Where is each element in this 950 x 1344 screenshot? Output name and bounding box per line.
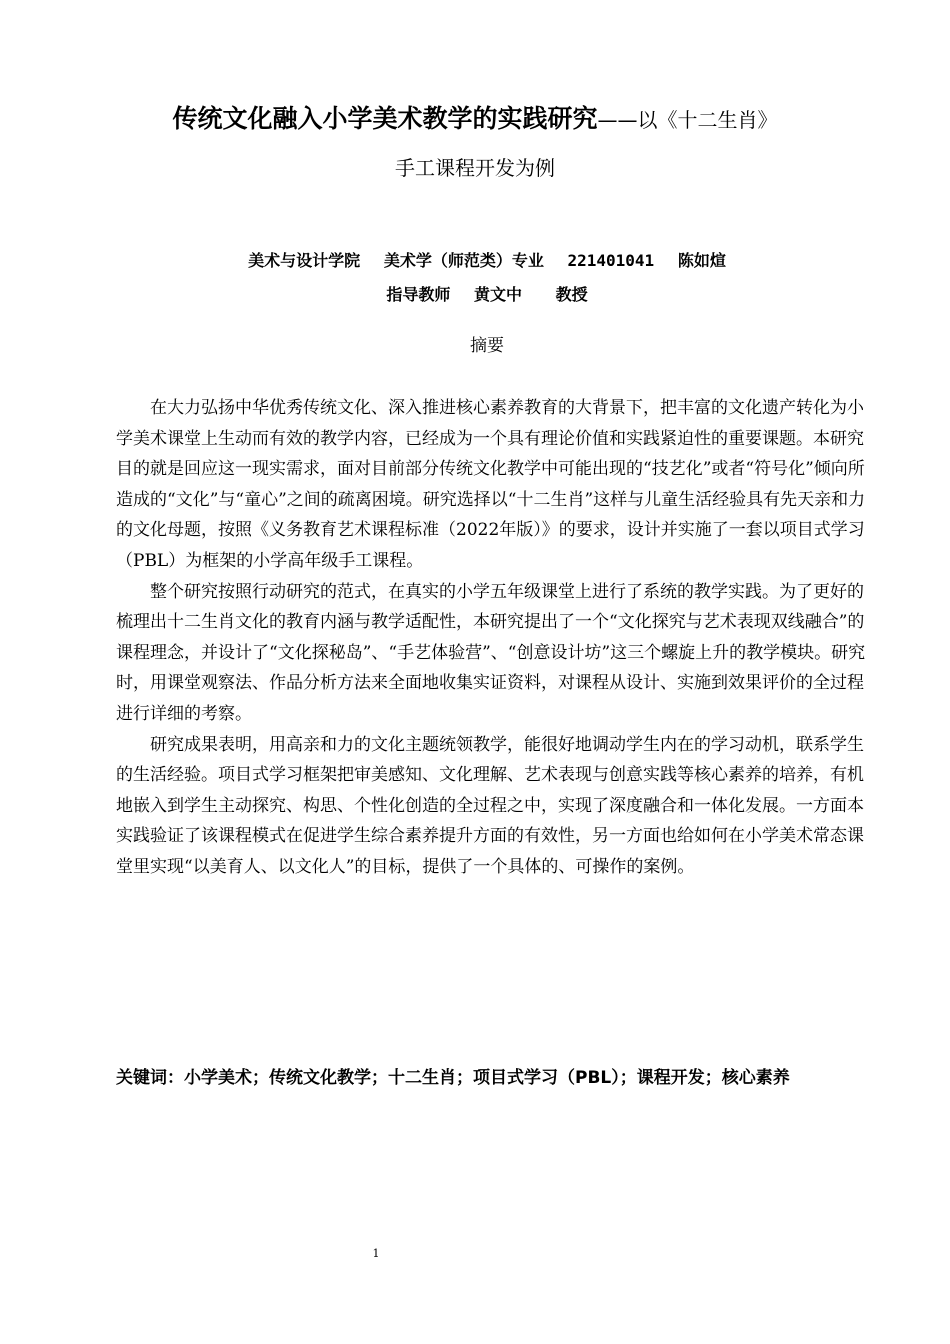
abstract-paragraph-3: 研究成果表明，用高亲和力的文化主题统领教学，能很好地调动学生内在的学习动机，联系学生的生活经验。项目式学习框架把审美感知、文化理解、艺术表现与创意实践等核心素养的培养，有机地嵌入到学生主动探究、构思、个性化创造的全过程之中，实现了深度融合和一体化发展。一方面本实践验证了该课程模式在促进学生综合素养提升方面的有效性，另一方面也给如何在小学美术常态课堂里实现“以美育人、以文化人”的目标，提供了一个具体的、可操作的案例。 xyxy=(116,734,864,877)
abstract-body xyxy=(116,393,866,883)
author-name: 陈如煊 xyxy=(677,251,726,270)
advisor-name: 黄文中 xyxy=(473,285,522,304)
student-id: 221401041 xyxy=(567,251,655,270)
major-name: 美术学（师范类）专业 xyxy=(383,251,544,270)
advisor-title: 教授 xyxy=(555,285,588,304)
document-title xyxy=(0,102,950,139)
abstract-paragraph-2: 整个研究按照行动研究的范式，在真实的小学五年级课堂上进行了系统的教学实践。为了更好的梳理出十二生肖文化的教育内涵与教学适配性，本研究提出了一个“文化探究与艺术表现双线融合”的课程理念，并设计了“文化探秘岛”、“手艺体验营”、“创意设计坊”这三个螺旋上升的教学模块。研究时，用课堂观察法、作品分析方法来全面地收集实证资料，对课程从设计、实施到效果评价的全过程进行详细的考察。 xyxy=(116,581,866,724)
title-subtitle-end: 手工课程开发为例 xyxy=(395,156,555,180)
advisor-info xyxy=(0,282,950,308)
page-number: 1 xyxy=(372,1247,380,1260)
title-subtitle-start: ——以《十二生肖》 xyxy=(597,108,778,132)
abstract-paragraph-1: 在大力弘扬中华优秀传统文化、深入推进核心素养教育的大背景下，把丰富的文化遗产转化为小学美术课堂上生动而有效的教学内容，已经成为一个具有理论价值和实践紧迫性的重要课题。本研究目的就是回应这一现实需求，面对目前部分传统文化教学中可能出现的“技艺化”或者“符号化”倾向所造成的“文化”与“童心”之间的疏离困境。研究选择以“十二生肖”这样与儿童生活经验具有先天亲和力的文化母题，按照《义务教育艺术课程标准（2022年版）》的要求，设计并实施了一套以项目式学习（PBL）为框架的小学高年级手工课程。 xyxy=(116,398,866,571)
advisor-label: 指导教师 xyxy=(386,285,451,304)
abstract-heading: 摘要 xyxy=(470,336,504,356)
college-name: 美术与设计学院 xyxy=(248,251,361,270)
keywords: 关键词：小学美术；传统文化教学；十二生肖；项目式学习（PBL）；课程开发；核心素养 xyxy=(116,1068,790,1088)
author-info xyxy=(0,248,950,274)
title-main: 传统文化融入小学美术教学的实践研究 xyxy=(172,104,598,133)
